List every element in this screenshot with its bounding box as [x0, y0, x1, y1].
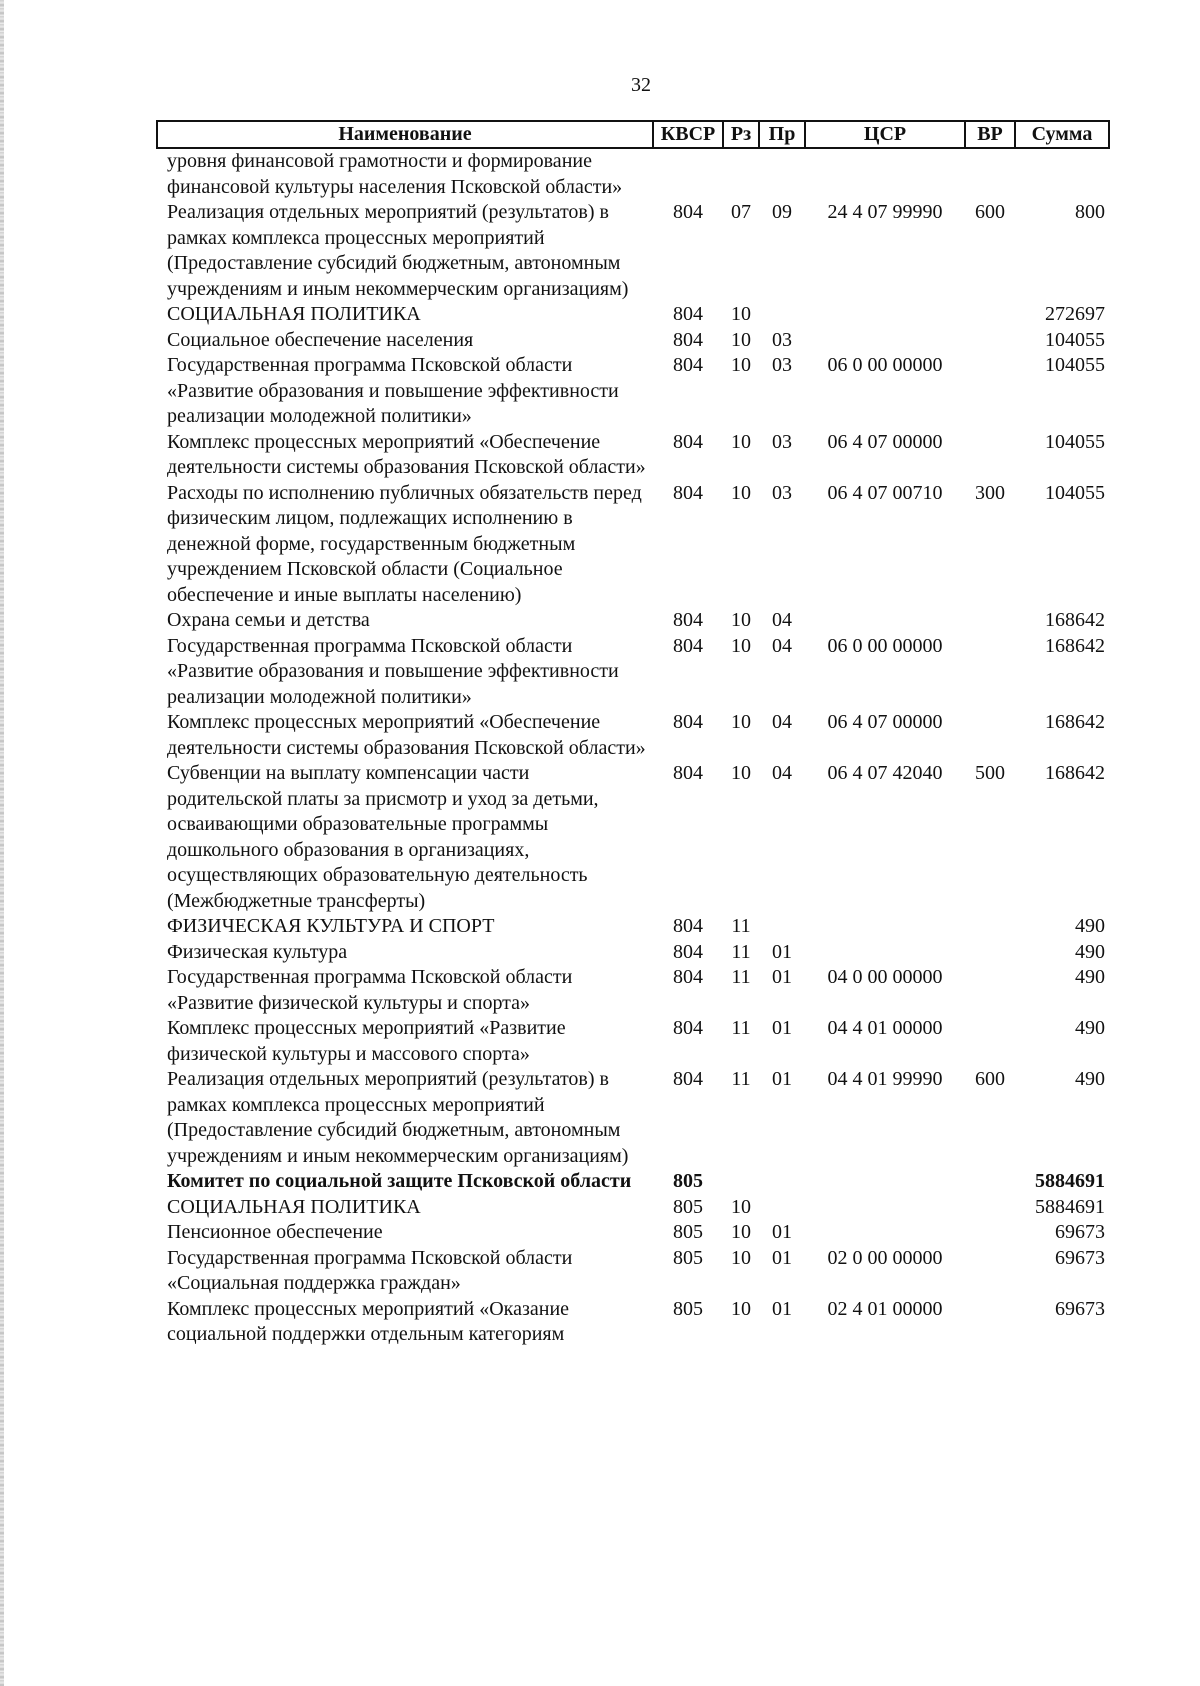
table-row — [157, 965, 1109, 1016]
cell-csr — [805, 914, 965, 940]
cell-vr — [965, 328, 1015, 354]
table-header — [157, 121, 1109, 148]
header-csr: ЦСР — [805, 121, 965, 148]
cell-csr — [805, 1169, 965, 1195]
table-row — [157, 200, 1109, 302]
cell-kvsr: 804 — [673, 1017, 703, 1039]
cell-csr: 02 4 01 00000 — [827, 1297, 943, 1320]
cell-kvsr: 804 — [673, 430, 703, 453]
cell-pr: 04 — [772, 634, 792, 657]
table-row — [157, 1195, 1109, 1221]
budget-table — [156, 120, 1110, 1348]
cell-vr: 600 — [975, 201, 1005, 223]
header-pr: Пр — [759, 121, 805, 148]
cell-sum: 490 — [1075, 1068, 1105, 1090]
cell-rz — [723, 1169, 759, 1195]
cell-kvsr: 804 — [673, 609, 703, 631]
cell-sum: 104055 — [1045, 481, 1105, 504]
cell-rz: 11 — [731, 940, 751, 963]
cell-rz: 10 — [731, 430, 751, 453]
cell-sum: 490 — [1075, 915, 1105, 937]
table-row — [157, 328, 1109, 354]
cell-vr: 300 — [975, 481, 1005, 504]
cell-kvsr: 804 — [673, 354, 703, 376]
cell-rz: 10 — [731, 1221, 751, 1243]
cell-name: Государственная программа Псковской области «Развитие физической культуры и спорта» — [167, 966, 573, 1014]
cell-kvsr: 804 — [673, 711, 703, 733]
cell-sum: 168642 — [1045, 762, 1105, 784]
cell-pr — [759, 148, 805, 200]
cell-sum: 490 — [1075, 1017, 1105, 1039]
cell-vr — [965, 1169, 1015, 1195]
cell-pr: 04 — [772, 609, 792, 631]
cell-kvsr: 804 — [673, 915, 703, 937]
cell-csr: 06 4 07 00000 — [827, 430, 943, 453]
header-name: Наименование — [157, 121, 653, 148]
cell-sum: 168642 — [1045, 711, 1105, 733]
cell-pr — [759, 914, 805, 940]
cell-name: Реализация отдельных мероприятий (результатов) в рамках комплекса процессных мероприятий (Предоставление субсидий бюджетным, автономным учреждениям и иным некоммерческим организациям) — [167, 201, 629, 300]
cell-kvsr: 805 — [673, 1246, 703, 1269]
cell-pr: 04 — [772, 762, 792, 784]
cell-name: Комплекс процессных мероприятий «Развитие физической культуры и массового спорта» — [167, 1017, 566, 1065]
cell-rz: 10 — [731, 1297, 751, 1320]
cell-vr — [965, 965, 1015, 1016]
cell-csr: 24 4 07 99990 — [827, 201, 943, 223]
cell-vr — [965, 430, 1015, 481]
cell-sum: 168642 — [1045, 609, 1105, 631]
table-row — [157, 761, 1109, 914]
table-row — [157, 608, 1109, 634]
cell-rz: 11 — [731, 915, 751, 937]
table-row — [157, 1297, 1109, 1348]
header-sum: Сумма — [1015, 121, 1109, 148]
cell-pr: 01 — [772, 1246, 792, 1269]
cell-vr — [965, 353, 1015, 430]
table-row — [157, 430, 1109, 481]
cell-pr: 03 — [772, 481, 792, 504]
cell-csr: 02 0 00 00000 — [827, 1246, 943, 1269]
cell-rz: 10 — [731, 354, 751, 376]
cell-csr — [805, 1195, 965, 1221]
cell-vr — [965, 914, 1015, 940]
cell-pr: 09 — [772, 201, 792, 223]
cell-name: Комплекс процессных мероприятий «Обеспечение деятельности системы образования Псковской области» — [167, 711, 646, 759]
header-vr: ВР — [965, 121, 1015, 148]
table-row — [157, 1016, 1109, 1067]
header-rz: Рз — [723, 121, 759, 148]
cell-kvsr: 804 — [673, 966, 703, 988]
cell-kvsr: 805 — [673, 1195, 703, 1218]
cell-name: Реализация отдельных мероприятий (результатов) в рамках комплекса процессных мероприятий (Предоставление субсидий бюджетным, автономным учреждениям и иным некоммерческим организациям) — [167, 1068, 629, 1167]
cell-rz: 10 — [731, 1195, 751, 1218]
cell-vr — [965, 1195, 1015, 1221]
cell-rz: 10 — [731, 762, 751, 784]
table-row — [157, 353, 1109, 430]
cell-rz: 07 — [731, 201, 751, 223]
table-row — [157, 940, 1109, 966]
table-row — [157, 302, 1109, 328]
cell-vr — [965, 1220, 1015, 1246]
cell-kvsr: 804 — [673, 1068, 703, 1090]
cell-pr — [759, 302, 805, 328]
table-row — [157, 148, 1109, 200]
cell-vr — [965, 1246, 1015, 1297]
table-row — [157, 1169, 1109, 1195]
cell-vr — [965, 148, 1015, 200]
cell-name: Государственная программа Псковской области «Социальная поддержка граждан» — [167, 1246, 573, 1294]
cell-sum: 168642 — [1045, 634, 1105, 657]
cell-rz: 10 — [731, 328, 751, 351]
cell-rz — [723, 148, 759, 200]
cell-kvsr: 804 — [673, 762, 703, 784]
cell-sum: 104055 — [1045, 328, 1105, 351]
cell-rz: 10 — [731, 609, 751, 631]
cell-csr: 06 4 07 00000 — [827, 711, 943, 733]
cell-kvsr: 805 — [673, 1297, 703, 1320]
cell-vr — [965, 940, 1015, 966]
cell-csr — [805, 940, 965, 966]
table-body — [157, 148, 1109, 1348]
cell-kvsr — [653, 148, 723, 200]
cell-pr — [759, 1169, 805, 1195]
cell-sum — [1015, 148, 1109, 200]
cell-kvsr: 804 — [673, 303, 703, 325]
cell-vr: 500 — [975, 762, 1005, 784]
cell-name: Комплекс процессных мероприятий «Оказание социальной поддержки отдельным категориям — [167, 1297, 570, 1345]
cell-csr — [805, 148, 965, 200]
cell-sum: 5884691 — [1035, 1195, 1105, 1218]
cell-csr — [805, 1220, 965, 1246]
cell-sum: 490 — [1075, 966, 1105, 988]
cell-vr — [965, 302, 1015, 328]
cell-name: Социальное обеспечение населения — [167, 328, 474, 351]
cell-name: Физическая культура — [167, 940, 348, 963]
cell-sum: 490 — [1075, 940, 1105, 963]
cell-csr: 06 4 07 42040 — [827, 762, 943, 784]
table-row — [157, 710, 1109, 761]
cell-sum: 272697 — [1045, 303, 1105, 325]
cell-kvsr: 804 — [673, 328, 703, 351]
table-row — [157, 634, 1109, 711]
cell-name: Пенсионное обеспечение — [167, 1221, 383, 1243]
cell-sum: 69673 — [1055, 1297, 1105, 1320]
cell-kvsr: 805 — [673, 1170, 703, 1192]
header-kvsr: КВСР — [653, 121, 723, 148]
cell-pr: 01 — [772, 1017, 792, 1039]
cell-rz: 10 — [731, 634, 751, 657]
cell-pr: 01 — [772, 1221, 792, 1243]
table-row — [157, 914, 1109, 940]
cell-rz: 10 — [731, 303, 751, 325]
cell-sum: 69673 — [1055, 1246, 1105, 1269]
cell-name: Государственная программа Псковской области «Развитие образования и повышение эффективности реализации молодежной политики» — [167, 634, 619, 708]
cell-pr: 01 — [772, 940, 792, 963]
cell-sum: 800 — [1075, 201, 1105, 223]
cell-vr — [965, 608, 1015, 634]
table-row — [157, 1220, 1109, 1246]
cell-csr: 04 4 01 00000 — [827, 1017, 943, 1039]
cell-rz: 10 — [731, 1246, 751, 1269]
cell-kvsr: 805 — [673, 1221, 703, 1243]
cell-kvsr: 804 — [673, 201, 703, 223]
cell-vr: 600 — [975, 1068, 1005, 1090]
cell-pr: 03 — [772, 430, 792, 453]
cell-rz: 11 — [731, 1017, 751, 1039]
cell-name: Государственная программа Псковской области «Развитие образования и повышение эффективности реализации молодежной политики» — [167, 354, 619, 427]
cell-name: Охрана семьи и детства — [167, 609, 370, 631]
cell-rz: 11 — [731, 1068, 751, 1090]
cell-name: Комитет по социальной защите Псковской области — [167, 1170, 632, 1192]
cell-csr: 06 0 00 00000 — [827, 354, 943, 376]
table-row — [157, 1246, 1109, 1297]
cell-name: Комплекс процессных мероприятий «Обеспечение деятельности системы образования Псковской области» — [167, 430, 646, 478]
cell-name: СОЦИАЛЬНАЯ ПОЛИТИКА — [167, 1195, 421, 1218]
cell-pr: 01 — [772, 1068, 792, 1090]
cell-csr — [805, 608, 965, 634]
cell-sum: 69673 — [1055, 1221, 1105, 1243]
cell-csr: 04 4 01 99990 — [827, 1068, 943, 1090]
cell-csr: 06 4 07 00710 — [827, 481, 943, 504]
cell-sum: 104055 — [1045, 354, 1105, 376]
cell-kvsr: 804 — [673, 940, 703, 963]
cell-name: СОЦИАЛЬНАЯ ПОЛИТИКА — [167, 303, 421, 325]
table-row — [157, 481, 1109, 609]
cell-name: ФИЗИЧЕСКАЯ КУЛЬТУРА И СПОРТ — [167, 915, 495, 937]
table-row — [157, 1067, 1109, 1169]
cell-name: Расходы по исполнению публичных обязательств перед физическим лицом, подлежащих исполнению в денежной форме, государственным бюджетным учреждением Псковской области (Социальное обеспечение и иные выплаты населению) — [167, 481, 642, 606]
cell-name: уровня финансовой грамотности и формирование финансовой культуры населения Псковской области» — [167, 150, 623, 198]
cell-rz: 10 — [731, 711, 751, 733]
cell-csr: 04 0 00 00000 — [827, 966, 943, 988]
cell-sum: 104055 — [1045, 430, 1105, 453]
cell-kvsr: 804 — [673, 481, 703, 504]
scan-edge — [0, 0, 4, 1686]
cell-csr: 06 0 00 00000 — [827, 634, 943, 657]
cell-vr — [965, 1016, 1015, 1067]
page-number: 32 — [631, 74, 651, 96]
cell-csr — [805, 302, 965, 328]
cell-sum: 5884691 — [1035, 1170, 1105, 1192]
cell-pr — [759, 1195, 805, 1221]
cell-rz: 10 — [731, 481, 751, 504]
cell-csr — [805, 328, 965, 354]
cell-pr: 01 — [772, 966, 792, 988]
cell-pr: 01 — [772, 1297, 792, 1320]
cell-kvsr: 804 — [673, 634, 703, 657]
cell-vr — [965, 1297, 1015, 1348]
cell-name: Субвенции на выплату компенсации части родительской платы за присмотр и уход за детьми, осваивающими образовательные программы дошкольного образования в организациях, осуществляющих образовательную деятельность (Межбюджетные трансферты) — [167, 762, 599, 912]
cell-pr: 03 — [772, 328, 792, 351]
cell-rz: 11 — [731, 966, 751, 988]
cell-pr: 04 — [772, 711, 792, 733]
cell-vr — [965, 710, 1015, 761]
cell-vr — [965, 634, 1015, 711]
header-row — [157, 121, 1109, 148]
cell-pr: 03 — [772, 354, 792, 376]
